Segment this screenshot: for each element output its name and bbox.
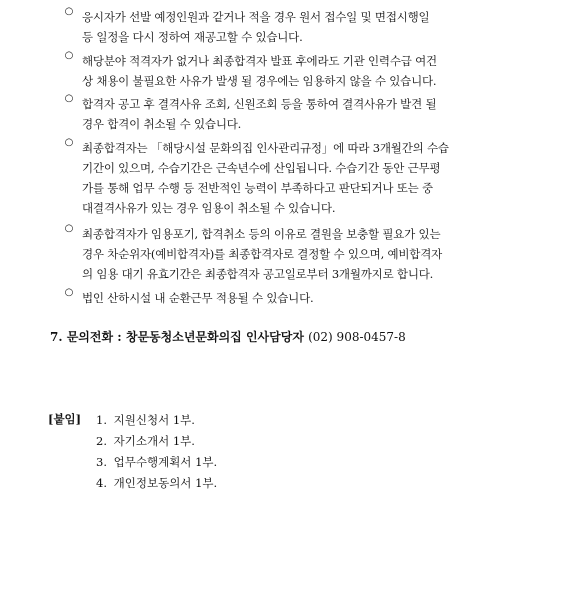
notice-line: 대결격사유가 있는 경우 임용이 취소될 수 있습니다.	[82, 201, 336, 215]
notice-line: 경우 합격이 취소될 수 있습니다.	[82, 117, 242, 131]
bullet-icon: ○	[64, 50, 74, 61]
attachments-label: [붙임]	[48, 412, 82, 426]
bullet-icon: ○	[64, 287, 74, 298]
notice-line: 합격자 공고 후 결격사유 조회, 신원조회 등을 통하여 결격사유가 발견 될	[82, 97, 437, 111]
attachment-item: 1. 지원신청서 1부.	[96, 413, 195, 427]
contact-label: 7. 문의전화 : 창문동청소년문화의집 인사담당자	[50, 330, 304, 344]
bullet-icon: ○	[64, 137, 74, 148]
attachment-item: 2. 자기소개서 1부.	[96, 434, 195, 448]
bullet-icon: ○	[64, 93, 74, 104]
bullet-icon: ○	[64, 6, 74, 17]
notice-line: 경우 차순위자(예비합격자)를 최종합격자로 결정할 수 있으며, 예비합격자	[82, 247, 443, 261]
notice-line: 최종합격자가 임용포기, 합격취소 등의 이유로 결원을 보충할 필요가 있는	[82, 227, 441, 241]
notice-line: 응시자가 선발 예정인원과 같거나 적을 경우 원서 접수일 및 면접시행일	[82, 10, 430, 24]
bullet-icon: ○	[64, 223, 74, 234]
notice-line: 등 일정을 다시 정하여 재공고할 수 있습니다.	[82, 30, 303, 44]
notice-line: 해당분야 적격자가 없거나 최종합격자 발표 후에라도 기관 인력수급 여건	[82, 54, 437, 68]
notice-line: 의 임용 대기 유효기간은 최종합격자 공고일로부터 3개월까지로 합니다.	[82, 267, 434, 281]
notice-line: 가를 통해 업무 수행 등 전반적인 능력이 부족하다고 판단되거나 또는 중	[82, 181, 433, 195]
notice-line: 최종합격자는 「해당시설 문화의집 인사관리규정」에 따라 3개월간의 수습	[82, 141, 449, 155]
attachment-item: 4. 개인정보동의서 1부.	[96, 476, 218, 490]
contact-heading	[50, 328, 406, 345]
attachment-item: 3. 업무수행계획서 1부.	[96, 455, 218, 469]
notice-line: 법인 산하시설 내 순환근무 적용될 수 있습니다.	[82, 291, 314, 305]
notice-line: 기간이 있으며, 수습기간은 근속년수에 산입됩니다. 수습기간 동안 근무평	[82, 161, 441, 175]
contact-phone: (02) 908-0457-8	[308, 330, 406, 344]
notice-line: 상 채용이 불필요한 사유가 발생 될 경우에는 임용하지 않을 수 있습니다.	[82, 74, 437, 88]
